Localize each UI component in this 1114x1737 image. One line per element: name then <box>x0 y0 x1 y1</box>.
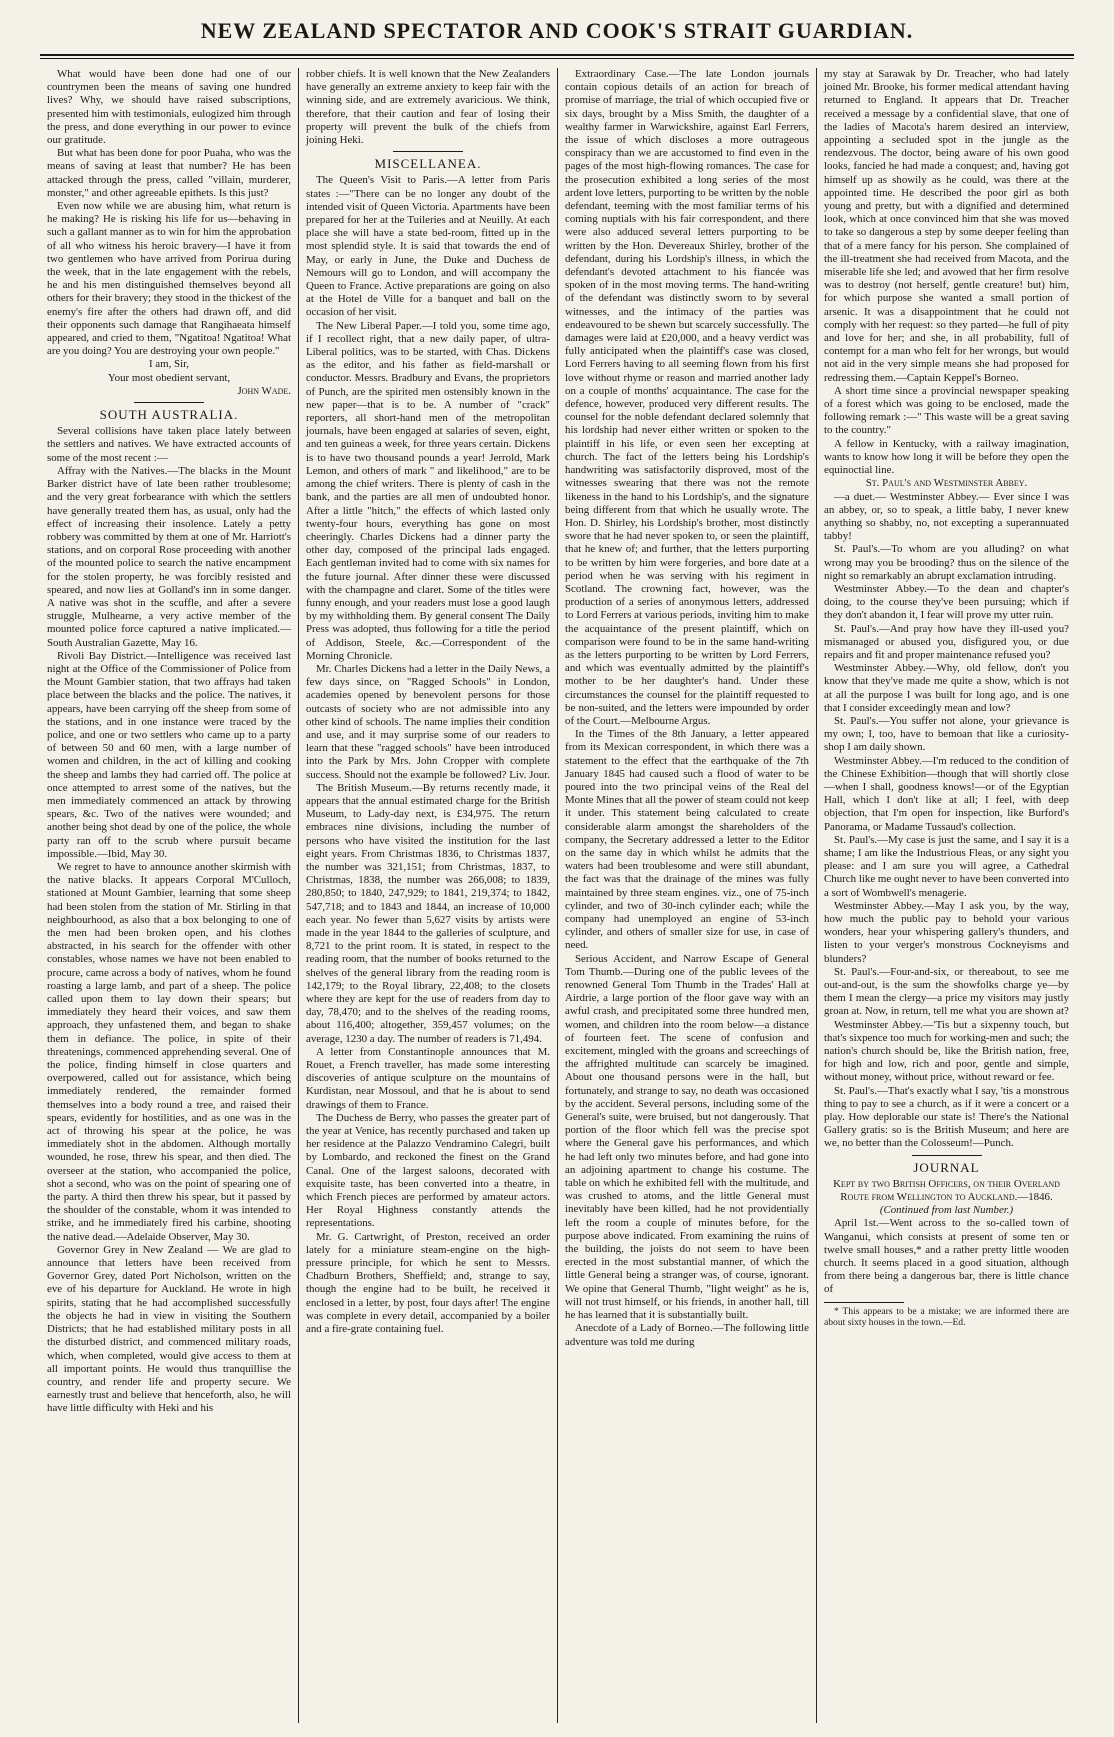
journal-subheading: Kept by two British Officers, on their Overland Route from Wellington to Auckland.—1846. <box>833 1177 1060 1204</box>
column-4 <box>817 68 1076 1723</box>
section-heading-miscellanea: MISCELLANEA. <box>374 156 482 172</box>
article-paragraph: Anecdote of a Lady of Borneo.—The following little adventure was told me during <box>565 1322 809 1348</box>
letter-paragraph: Even now while we are abusing him, what return is he making? He is risking his life for us—behaving in such a gallant manner as to win for him the approbation of all who witness his heroic bravery—I have it from two gentlemen who have arrived from Porirua during the week, that in the late engagement with the rebels, he and his men distinguished themselves beyond all others for their bravery; they stood in the thickest of the enemy's fire after the others had drawn off, and did their opponents such damage that Rangihaeata himself appeared, and cried to them, "Ngatitoa! Ngatitoa! What are you doing? You are destroying your own people." <box>47 200 291 358</box>
section-heading-journal: JOURNAL <box>913 1159 980 1175</box>
duet-paragraph: St. Paul's.—Four-and-six, or thereabout, to see me out-and-out, is the sum the showfolks charge ye—by them I mean the clergy—a price my visitors may justly groan at. Now, in return, tell me what you are shown at? <box>824 965 1069 1018</box>
duet-paragraph: Westminster Abbey.—Why, old fellow, don't you know that they've made me quite a show, which is not at all the purpose I was built for long ago, and is one that I consider exceedingly mean and low? <box>824 662 1069 714</box>
duet-paragraph: St. Paul's.—You suffer not alone, your grievance is my own; I, too, have to bemoan that like a curiosity-shop I am daily shown. <box>824 714 1069 754</box>
article-paragraph: Serious Accident, and Narrow Escape of General Tom Thumb.—During one of the public levees of the renowned General Tom Thumb in the Trades' Hall at Airdrie, a large portion of the floor gave way with an awful crash, and precipitated some three hundred men, women, and children into the room below—a distance of fourteen feet. The scene of confusion and excitement, mingled with the groans and screechings of the affrighted multitude can scarcely be imagined. About one thousand persons were in the hall, but fortunately, and strange to say, no death was occasioned by the accident. Several persons, including some of the General's suite, were bruised, but not dangerously. That portion of the floor which fell was the precise spot where the General gave his performances, and which he had left only two minutes before, and had gone into an adjoining apartment to change his costume. The table on which he exhibited fell with the multitude, and was crushed to atoms, and the little General must inevitably have been killed, had he not providentially left the room a couple of minutes before, for the purpose above indicated. From examining the ruins of the building, the joists do not seem to have been erected in the most substantial manner, of which the little General being a stranger was, of course, ignorant. We opine that General Thumb, "light weight" as he is, will not trust himself, or his friends, in another hall, till he has learned that it is substantially built. <box>565 952 809 1322</box>
duet-paragraph: Westminster Abbey.—'Tis but a sixpenny touch, but that's sixpence too much for working-men and such; the nation's church should be, like the British nation, free, for high and low, rich and poor, gentle and simple, without money, without price, without reward or fee. <box>824 1018 1069 1084</box>
journal-paragraph: April 1st.—Went across to the so-called town of Wanganui, which consists at present of some ten or twelve small houses,* and a rather pretty little wooden church. It seems placed in a good situation, although from there being a dangerous bar, there is little chance of <box>824 1217 1069 1296</box>
divider <box>134 402 204 403</box>
columns-container <box>40 68 1076 1723</box>
article-paragraph: Mr. G. Cartwright, of Preston, received an order lately for a miniature steam-engine on the high-pressure principle, for which he sent to Messrs. Chadburn Brothers, Sheffield; and, strange to say, though the engine had to be built, he received it enclosed in a letter, by post, four days after! The engine was complete in every detail, accompanied by a boiler and a fire-grate containing fuel. <box>306 1230 550 1336</box>
duet-paragraph: St. Paul's.—To whom are you alluding? on what wrong may you be brooding? thus on the silence of the night so remarkably an abrupt exclamation intruding. <box>824 543 1069 582</box>
article-paragraph: my stay at Sarawak by Dr. Treacher, who had lately joined Mr. Brooke, his former medical attendant having returned to England. It appears that Dr. Treacher received a message by a confidential slave, that one of the ladies of Macota's harem desired an interview, appointing a secluded spot in the jungle as the rendezvous. The doctor, being aware of his own good looks, fancied he had made a conquest; and, having got himself up as showily as he could, was there at the appointed time. He described the poor girl as both young and pretty, but with a dignified and determined look, which at once convinced him that she was moved to take so dangerous a step by some deeper feeling than that of a mere fancy for his person. She complained of the ill-treatment she had received from Macota, and the miserable life she led; and avowed that her firm resolve was to destroy (not herself, gentle creature! but) him, for which purpose she wanted a small portion of arsenic. It was a disappointment that he could not comply with her request: so they parted—he full of pity and love for her; and she, in all probability, full of contempt for a man who felt for her wrongs, but would not aid in the very simple means she had proposed for redressing them.—Captain Keppel's Borneo. <box>824 68 1069 384</box>
letter-signoff: Your most obedient servant, <box>107 371 231 384</box>
article-paragraph: Mr. Charles Dickens had a letter in the Daily News, a few days since, on "Ragged Schools" in London, academies opened by benevolent persons for those outcasts of society who are not admissible into any other kind of schools. The name implies their condition and use, and it may surprise some of our readers to learn that these "ragged schools" have been introduced into the Park by Mrs. John Cropper with complete success. Should not the example be followed? Liv. Jour. <box>306 662 550 781</box>
article-paragraph: The Queen's Visit to Paris.—A letter from Paris states :—"There can be no longer any doubt of the intended visit of Queen Victoria. Apartments have been prepared for her at the Tuileries and at Neuilly. At each place she will have a state bed-room, fitted up in the most splendid style. It is said that towards the end of May, or early in June, the Duke and Duchess de Nemours will go to London, and will accompany the Queen to France. Active preparations are going on also at the Hotel de Ville for a banquet and ball on the occasion of her visit. <box>306 174 550 319</box>
duet-heading: St. Paul's and Westminster Abbey. <box>865 477 1028 490</box>
article-paragraph: A letter from Constantinople announces that M. Rouet, a French traveller, has made some interesting discoveries of antique sculpture on the mountains of Kurdistan, near Mossoul, and that he is about to send drawings of them to France. <box>306 1045 550 1111</box>
article-paragraph: We regret to have to announce another skirmish with the native blacks. It appears Corporal M'Culloch, stationed at Mount Gambier, learning that some sheep had been stolen from the station of Mr. Stirling in that neighbourhood, as also that a box belonging to one of the men had been broken open, and his clothes abstracted, in his search for the offender with other constables, whose names we have not been enabled to procure, came across a body of natives, whom he found roasting a large lamb, and part of a sheep. The police called upon them to lay down their spears; but immediately they heard their voices, and saw them approach, they unfastened them, and began to shake them in defiance. The police, in spite of their threatenings, commenced apprehending several. One of the police, finding himself in close quarters and overpowered, called out for assistance, which being immediately rendered, the remainder formed themselves into a body round a tree, and raised their spears, evidently for hostilities, and as one was in the act of throwing his spear at the police, he was immediately shot in the abdomen. Although mortally wounded, he rose, threw his spear, and then died. The overseer at the station, who accompanied the police, shot a second, who was on the point of spearing one of the party. A third then threw his spear, but it passed by the shoulder of the constable, whom it was intended to strike, and he immediately fired his carbine, shooting the native dead.—Adelaide Observer, May 30. <box>47 860 291 1243</box>
masthead-rule-thick <box>40 54 1074 56</box>
duet-paragraph: St. Paul's.—That's exactly what I say, 'tis a monstrous thing to pay to see a church, as if it were a concert or a play. How deplorable our state is! There's the National Gallery gratis: so is the British Museum; and here are we, no better than the Colosseum!—Punch. <box>824 1084 1069 1150</box>
article-paragraph: Extraordinary Case.—The late London journals contain copious details of an action for breach of promise of marriage, the trial of which occupied five or six days, brought by a Miss Smith, the daughter of a wealthy farmer in Warwickshire, against Earl Ferrers, the issue of which discloses a more outrageous conspiracy than we are accustomed to find even in the pages of the most high-flowing romances. The case for the prosecution exhibited a long series of the most ardent love letters, purporting to be written by the noble defendant, teeming with the most familiar terms of his coming nuptials with his fair correspondent, and there were also adduced several letters purporting to be written by the Hon. Devereaux Shirley, brother of the defendant, during his Lordship's illness, in which the defendant's devoted attachment to his fiancée was spoken of in the most moving terms. The hand-writing of the defendant was distinctly sworn to by several witnesses, and the intimacy of the parties was endeavoured to be shewn but scarcely successfully. The damages were laid at £20,000, and a heavy verdict was fully anticipated when the plaintiff's case was closed, Lord Ferrers having to all seeming flown from his first love without rhyme or reason and married another lady on a couple of months' acquaintance. The case for the defence, however, produced very different results. The counsel for the noble defendant declared solemnly that his lordship had never either written or spoken to the plaintiff in his life, or even seen her excepting at church. The fact of the letters being his Lordship's handwriting was satisfactorily disproved, most of the witnesses swearing that there was not the remote likeness in the hand to his Lordship's, and the signature being different from that which he usually wrote. The Hon. D. Shirley, his Lordship's brother, most distinctly swore that he had never spoken to, or seen the plaintiff, that he knew of; and further, that the letters purporting to be written by him were forgeries, and bore date at a period when he was serving with his regiment in Scotland. The crowning fact, however, was the production of a series of anonymous letters, addressed to Lord Ferrers at various periods, inviting him to make the acquaintance of the present plaintiff, which on comparison were found to be in the same hand-writing as the letters purporting to be written by Lord Ferrers, and which was eventually admitted by the plaintiff's mother to be her daughter's hand. Under these circumstances the counsel for the plaintiff requested to be non-suited, and the letters were impounded by order of the Court.—Melbourne Argus. <box>565 68 809 727</box>
journal-continued-note: (Continued from last Number.) <box>879 1204 1014 1217</box>
letter-paragraph: But what has been done for poor Puaha, who was the means of saving at least that number? He has been attacked through the press, called "villain, murderer, monster," and other agreeable epithets. Is this just? <box>47 147 291 199</box>
article-paragraph: Affray with the Natives.—The blacks in the Mount Barker district have of late been rather troublesome; and the very great forbearance with which the settlers have generally treated them has, as usual, only had the effect of increasing their insolence. Lately a petty robbery was committed by them at one of Mr. Harriott's stations, and on corporal Rose proceeding with another of the mounted police to search the native encampment for the stolen property, he was forcibly resisted and speared, and now lies at Golland's inn in some danger. A native was shot in the scuffle, and after a severe struggle, Mulhearne, a very active member of the mounted police force captured a native implicated.—South Australian Gazette, May 16. <box>47 464 291 649</box>
masthead-rule-thin <box>40 58 1074 59</box>
article-paragraph: A short time since a provincial newspaper speaking of a forest which was going to be enclosed, made the following remark :—" This waste will be a great saving to the country." <box>824 384 1069 437</box>
column-3 <box>558 68 817 1723</box>
divider <box>912 1155 982 1156</box>
footnote-rule <box>824 1302 904 1303</box>
article-paragraph: Several collisions have taken place lately between the settlers and natives. We have extracted accounts of some of the most recent :— <box>47 425 291 464</box>
duet-paragraph: Westminster Abbey.—May I ask you, by the way, how much the public pay to behold your various wonders, hear your whispering gallery's thunders, and listen to your verger's monstrous Cockneyisms and blunders? <box>824 899 1069 965</box>
letter-signoff: I am, Sir, <box>148 358 190 371</box>
letter-signature: John Wade. <box>237 384 291 397</box>
duet-paragraph: —a duet.— Westminster Abbey.— Ever since I was an abbey, or, so to speak, a little baby, I never knew anything so shabby, no, not excepting a superannuated tabby! <box>824 490 1069 543</box>
duet-paragraph: St. Paul's.—My case is just the same, and I say it is a shame; I am like the Industrious Fleas, or any sight you please: and I am sure you will agree, a Cathedral Church like me ought never to have been converted into a sort of Wombwell's menagerie. <box>824 833 1069 899</box>
masthead-title: NEW ZEALAND SPECTATOR AND COOK'S STRAIT GUARDIAN. <box>200 18 914 43</box>
divider <box>393 151 463 152</box>
article-paragraph: A fellow in Kentucky, with a railway imagination, wants to know how long it will be before they open the equinoctial line. <box>824 437 1069 477</box>
column-1 <box>40 68 299 1723</box>
duet-paragraph: Westminster Abbey.—I'm reduced to the condition of the Chinese Exhibition—though that will shortly close—when I shall, goodness knows!—or of the Egyptian Hall, which I don't like at all; I feel, with deep objection, that I'm open for inspection, like Burford's Panorama, or Madame Tussaud's collection. <box>824 754 1069 833</box>
column-2 <box>299 68 558 1723</box>
article-paragraph: Governor Grey in New Zealand — We are glad to announce that letters have been received from Governor Grey, dated Port Nicholson, written on the eve of his departure for Auckland. He wrote in high spirits, stating that he had accomplished successfully the objects he had in view in visiting the Southern Districts; that he had established military posts in all the disturbed district, and commenced military roads, which, when completed, would give access to them at all important points. He would thus tranquillise the country, and render life and property secure. We earnestly trust and believe that henceforth, also, he will have little difficulty with Heki and his <box>47 1243 291 1415</box>
letter-paragraph: What would have been done had one of our countrymen been the means of saving one hundred lives? Why, we should have raised subscriptions, presented him with testimonials, eulogized him through the press, and done everything in our power to evince our gratitude. <box>47 68 291 147</box>
article-paragraph: In the Times of the 8th January, a letter appeared from its Mexican correspondent, in which there was a statement to the effect that the earthquake of the 7th January 1845 had caused such a flood of water to be poured into the two principal veins of the Real del Monte Mines that all the power of steam could not keep it under. This statement being calculated to create considerable alarm amongst the shareholders of the company, the Secretary addressed a letter to the Editor on the same day in which whilst he admits that the waters had been troublesome and were still abundant, the fact was that the drainage of the mines was fully maintained by three steam engines. viz., one of 75-inch cylinder, and two of 30-inch cylinder each; while the company had unemployed an engine of 53-inch cylinder, and others of smaller size for use, in case of need. <box>565 728 809 952</box>
article-paragraph: The Duchess de Berry, who passes the greater part of the year at Venice, has recently purchased and taken up her residence at the Palazzo Vendramino Calegri, built by Lombardo, and reckoned the finest on the Grand Canal. One of the largest saloons, decorated with exquisite taste, has been converted into a theatre, in which French pieces are performed by amateur actors. Her Royal Highness constantly attends the representations. <box>306 1111 550 1230</box>
section-heading-south-australia: SOUTH AUSTRALIA. <box>99 407 239 423</box>
article-paragraph: robber chiefs. It is well known that the New Zealanders have generally an extreme anxiety to keep fair with the winning side, and are extremely avaricious. We think, therefore, that their caution and fear of losing their property will prevent the bulk of the chiefs from joining Heki. <box>306 68 550 147</box>
duet-paragraph: Westminster Abbey.—To the dean and chapter's doing, to the course they've been pursuing; which if they don't abandon it, I fear will prove my utter ruin. <box>824 582 1069 622</box>
article-paragraph: The British Museum.—By returns recently made, it appears that the annual estimated charge for the British Museum, to Lady-day next, is £34,975. The return embraces nine divisions, including the number of persons who have visited the institution for the last eight years. From Christmas 1836, to Christmas 1837, the number was 321,151; from Christmas, 1837, to Christmas, 1838, the number was 266,008; to 1839, 280,850; to 1840, 247,929; to 1841, 219,374; to 1842, 547,718; and to 1843 and 1844, an increase of 10,000 each year. No fewer than 5,627 visits by artists were made in the year 1844 to the galleries of sculpture, and 8,721 to the print room. It is stated, in respect to the reading room, that the number of books returned to the shelves of the general library from the reading room is 142,179; to the Royal library, 22,408; to the closets where they are kept for the use of readers from day to day, 78,470; and to the shelves of the reading rooms, about 116,400; altogether, 359,457 volumes; on the average, 1230 a day. The number of readers is 71,494. <box>306 781 550 1045</box>
footnote: * This appears to be a mistake; we are informed there are about sixty houses in the town.—Ed. <box>824 1305 1069 1329</box>
article-paragraph: The New Liberal Paper.—I told you, some time ago, if I recollect right, that a new daily paper, of ultra-Liberal politics, was to be started, with Chas. Dickens as the editor, and his father as field-marshall or conductor. Messrs. Bradbury and Evans, the proprietors of Punch, are the spirited men ostensibly known in the new paper—that is to be. A number of "crack" reporters, all short-hand men of the metropolitan journals, have been engaged at salaries of seven, eight, and ten guineas a week, for three years certain. Dickens is to have two thousand pounds a year! Jerrold, Mark Lemon, and others of mark " and likelihood," are to be among the chief writers. There is plenty of cash in the bank, and the parties are all men of undoubted honor. After a little "hitch," the effects of which lasted only twenty-four hours, everything has gone on most cheeringly. Charles Dickens had a dinner party the other day, composed of the principal lads engaged. Each gentleman invited had to come with six names for the future journal. After dinner these were discussed with the champagne and claret. Some of the titles were funny enough, and your readers must lose a good laugh by my withholding them. By general consent The Daily Press was adopted, thus following for a title the period of Addison, Steele, &c.—Correspondent of the Morning Chronicle. <box>306 319 550 662</box>
article-paragraph: Rivoli Bay District.—Intelligence was received last night at the Office of the Commissioner of Police from the Mount Gambier station, that two affrays had taken place between the blacks and the police. The natives, it appears, have been carrying off the sheep from some of the stations, and in one instance were traced by the police, and one or two settlers who came up to a party of between 50 and 60 men, with a large number of women and children, in the act of killing and cooking the sheep and lambs they had carried off. The police at once attempted to arrest some of the natives, but the men immediately commenced an attack by throwing spears, &c. Two of the natives were wounded; and another being shot dead by one of the police, the whole party ran off to the scrub where pursuit became impossible.—Ibid, May 30. <box>47 649 291 860</box>
duet-paragraph: St. Paul's.—And pray how have they ill-used you? mismanaged or abused you, disfigured you, or due repairs and fit and proper maintenance refused you? <box>824 622 1069 661</box>
